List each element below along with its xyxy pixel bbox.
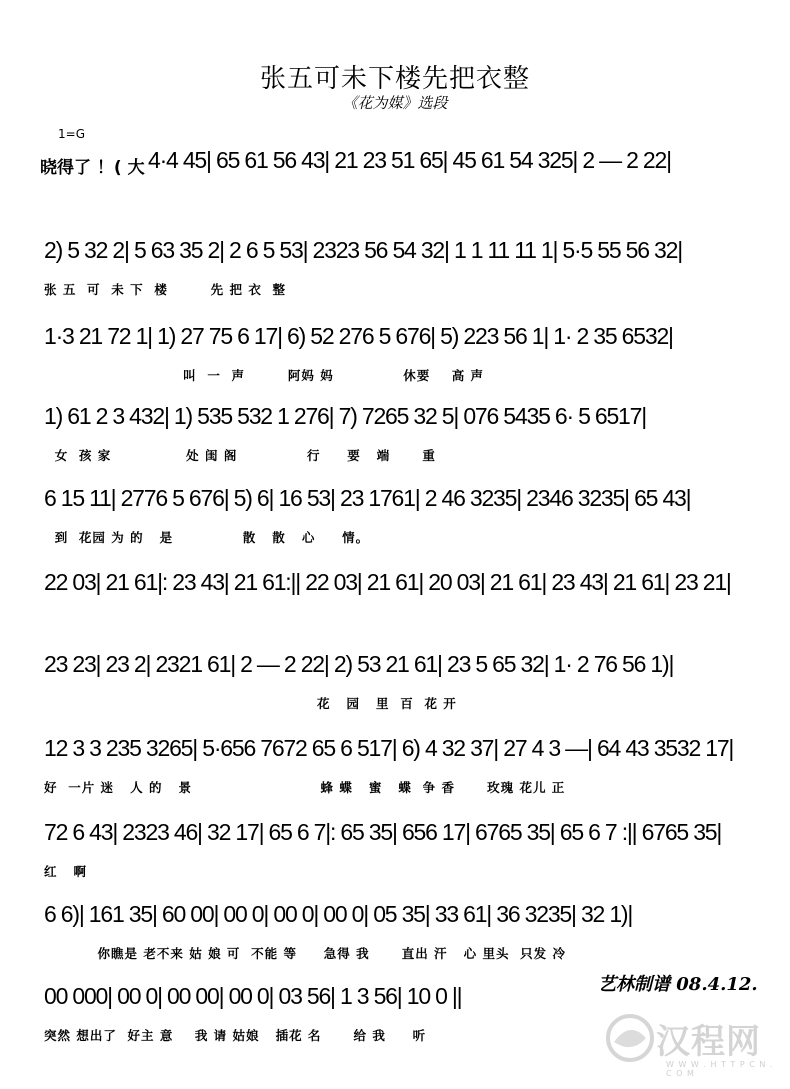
lyric-line: 叫 一 声 阿妈 妈 休要 高 声 [44,368,485,383]
notation-line: 72 6 43| 2323 46| 32 17| 65 6 7|: 65 35| 656 17| 6765 35| 65 6 7 :|| 6765 35| [44,818,722,845]
watermark [600,1008,780,1078]
lyric-line: 好 一片 迷 人 的 景 蜂 蝶 蜜 蝶 争 香 玫瑰 花儿 正 [44,780,566,795]
signature: 艺林制谱 08.4.12. [598,974,758,995]
notation-line: 4·4 45| 65 61 56 43| 21 23 51 65| 45 61 54 325| 2 — 2 22| [148,146,671,173]
notation-line: 22 03| 21 61|: 23 43| 21 61:|| 22 03| 21 61| 20 03| 21 61| 23 43| 21 61| 23 21| [44,568,731,595]
notation-line: 23 23| 23 2| 2321 61| 2 — 2 22| 2) 53 21 61| 23 5 65 32| 1· 2 76 56 1)| [44,650,674,677]
lyric-line: 到 花园 为 的 是 散 散 心 情。 [44,530,370,545]
notation-line: 2) 5 32 2| 5 63 35 2| 2 6 5 53| 2323 56 54 32| 1 1 11 11 1| 5·5 55 56 32| [44,236,682,263]
song-title: 张五可未下楼先把衣整 [259,64,530,94]
staff-row [44,230,774,326]
lead-in-text: 晓得了 ！( 大 [40,158,145,178]
notation-line: 00 000| 00 0| 00 00| 00 0| 03 56| 1 3 56| 10 0 || [44,982,462,1009]
notation-line: 1) 61 2 3 432| 1) 535 532 1 276| 7) 7265 32 5| 076 5435 6· 5 6517| [44,402,647,429]
lyric-line: 红 啊 [44,864,88,879]
notation-line: 6 6)| 161 35| 60 00| 00 0| 00 0| 00 0| 05 35| 33 61| 36 3235| 32 1)| [44,900,633,927]
notation-line: 6 15 11| 2776 5 676| 5) 6| 16 53| 23 1761| 2 46 3235| 2346 3235| 65 43| [44,484,691,511]
watermark-site-name: 汉程网 [656,1022,761,1062]
staff-row [44,644,774,740]
lyric-line: 你瞧是 老不来 姑 娘 可 不能 等 急得 我 直出 汗 心 里头 只发 冷 [44,946,567,961]
staff-row [44,728,774,824]
song-subtitle: 《花为媒》选段 [342,94,448,112]
staff-row [44,478,774,574]
lyric-line: 突然 想出了 好主 意 我 请 姑娘 插花 名 给 我 听 [44,1028,427,1043]
notation-line: 1·3 21 72 1| 1) 27 75 6 17| 6) 52 276 5 676| 5) 223 56 1| 1· 2 35 6532| [44,322,673,349]
lyric-line: 花 园 里 百 花 开 [44,696,457,711]
key-signature: 1=G [58,127,85,141]
notation-line: 12 3 3 235 3265| 5·656 7672 65 6 517| 6) 4 32 37| 27 4 3 —| 64 43 3532 17| [44,734,734,761]
lyric-line: 女 孩 家 处 闺 阁 行 要 端 重 [44,448,436,463]
staff-row [44,140,774,236]
watermark-site-url: W W W . H T T P C N . C O M [666,1060,774,1078]
watermark-logo-icon [600,1008,660,1068]
lyric-line: 张 五 可 未 下 楼 先 把 衣 整 [44,282,287,297]
